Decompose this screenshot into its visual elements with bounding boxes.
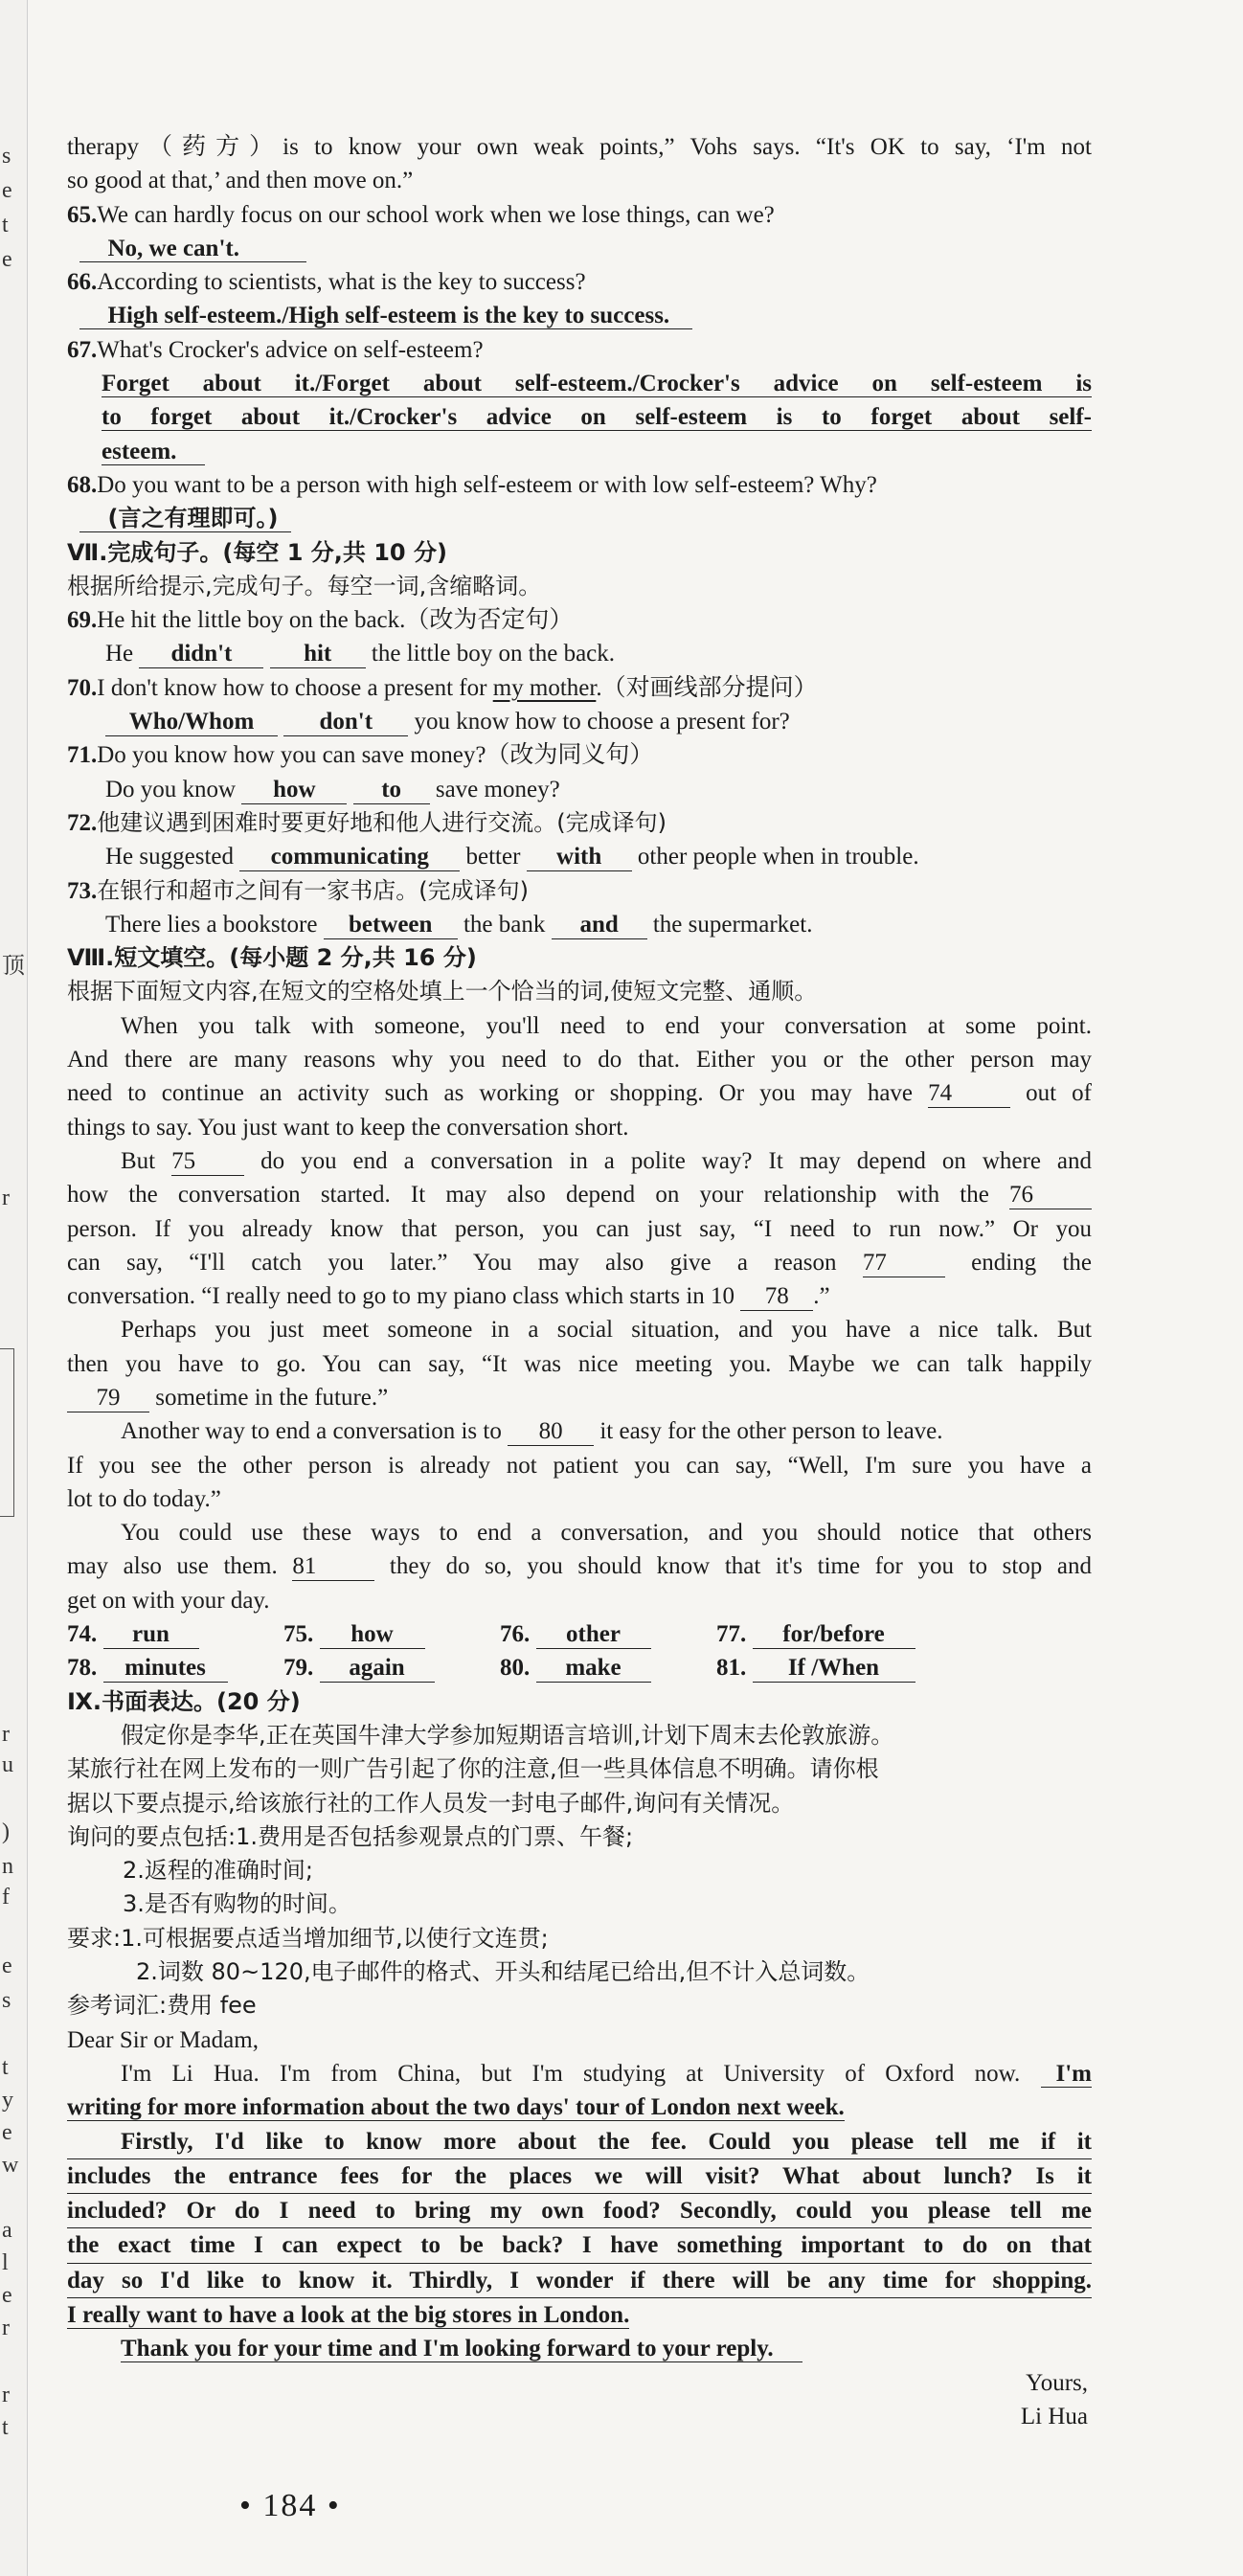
answer-blank: hit — [270, 641, 366, 668]
text-segment: need to continue an activity such as working or shopping. Or you may have — [67, 1080, 914, 1107]
gutter-char: e — [2, 2283, 12, 2308]
gutter-char: f — [2, 1885, 10, 1909]
cloze-blank-77: 77 — [863, 1250, 945, 1277]
section-8-instructions: 根据下面短文内容,在短文的空格处填上一个恰当的词,使短文完整、通顺。 — [67, 978, 818, 1006]
answer-number: 76. — [500, 1621, 531, 1648]
passage-line — [67, 1076, 1092, 1110]
text-segment: There lies a bookstore — [105, 911, 318, 938]
passage-line — [67, 1414, 1092, 1448]
answer-71 — [67, 773, 1092, 806]
cloze-answer — [716, 1651, 933, 1684]
binding-gutter — [0, 0, 28, 2576]
email-signature: Li Hua — [1020, 2403, 1088, 2429]
question-67 — [67, 333, 1092, 367]
question-text: .（对画线部分提问） — [596, 674, 818, 701]
text-segment: how the conversation started. It may also depend on your relationship with the — [67, 1182, 989, 1209]
text-segment: Do you know — [105, 776, 237, 802]
passage-line: person. If you already know that person, you can just say, “I need to run now.” Or you — [67, 1215, 1092, 1242]
passage-line — [67, 1381, 1092, 1414]
answer-value: make — [536, 1655, 651, 1683]
answer-number: 74. — [67, 1621, 98, 1648]
passage-line: You could use these ways to end a conversation, and you should notice that others — [121, 1520, 1092, 1547]
cloze-blank-80: 80 — [508, 1418, 594, 1446]
answer-66 — [67, 299, 1092, 332]
answer-69 — [67, 637, 1092, 670]
cloze-blank-76: 76 — [1009, 1182, 1092, 1209]
gutter-frame — [0, 1348, 14, 1517]
text-segment: conversation. “I really need to go to my piano class which starts in 10 — [67, 1283, 735, 1310]
answer-number: 79. — [283, 1655, 314, 1682]
answer-68 — [67, 502, 1092, 535]
answer-text: Thank you for your time and I'm looking forward to your reply. — [121, 2336, 802, 2362]
passage-line: lot to do today.” — [67, 1485, 221, 1512]
text-segment: ending the — [971, 1249, 1093, 1276]
answer-67-line — [67, 367, 1092, 400]
question-text: Do you know how you can save money?（改为同义句） — [97, 742, 654, 769]
text-segment: you know how to choose a present for? — [414, 709, 790, 735]
question-text: Do you want to be a person with high self-esteem or with low self-esteem? Why? — [97, 471, 877, 498]
gutter-char: s — [2, 144, 11, 169]
text-segment: .” — [813, 1283, 830, 1310]
answer-value: run — [103, 1621, 199, 1649]
answer-67-line — [67, 400, 1092, 434]
question-text: What's Crocker's advice on self-esteem? — [97, 336, 484, 363]
text-segment: He — [105, 641, 134, 667]
gutter-char: a — [2, 2218, 12, 2243]
email-closing: Yours, — [1026, 2369, 1088, 2396]
question-text: 他建议遇到困难时要更好地和他人进行交流。(完成译句) — [97, 808, 667, 836]
passage-line — [67, 1549, 1092, 1583]
email-line — [67, 2332, 1092, 2365]
writing-prompt-line: 2.词数 80~120,电子邮件的格式、开头和结尾已给出,但不计入总词数。 — [136, 1958, 870, 1986]
question-text: I don't know how to choose a present for — [97, 674, 487, 701]
gutter-char: t — [2, 2415, 9, 2440]
question-text: He hit the little boy on the back.（改为否定句） — [97, 607, 574, 634]
passage-line: And there are many reasons why you need to do that. Either you or the other person may — [67, 1047, 1092, 1073]
writing-prompt-line: 假定你是李华,正在英国牛津大学参加短期语言培训,计划下周末去伦敦旅游。 — [121, 1721, 894, 1749]
writing-prompt-line: 某旅行社在网上发布的一则广告引起了你的注意,但一些具体信息不明确。请你根 — [67, 1755, 879, 1783]
answer-blank: to — [353, 777, 430, 804]
writing-prompt-line: 参考词汇:费用 fee — [67, 1992, 257, 2020]
answer-67-line — [67, 435, 1092, 468]
cloze-blank-81: 81 — [292, 1553, 374, 1581]
cloze-blank-79: 79 — [67, 1385, 149, 1412]
email-line: included? Or do I need to bring my own food? Secondly, could you please tell me — [67, 2194, 1092, 2228]
question-number: 72. — [67, 809, 98, 836]
question-number: 66. — [67, 269, 98, 296]
answer-blank: between — [324, 912, 458, 939]
gutter-char: ) — [2, 1819, 10, 1844]
gutter-char: t — [2, 2055, 9, 2080]
gutter-char: w — [2, 2153, 19, 2178]
answer-value: If /When — [753, 1655, 915, 1683]
text-segment: But — [121, 1147, 156, 1174]
gutter-char: r — [2, 1722, 10, 1747]
email-line: day so I'd like to know it. Thirdly, I wonder if there will be any time for shopping. — [67, 2264, 1092, 2298]
cloze-answer — [500, 1651, 716, 1684]
gutter-char: r — [2, 1186, 10, 1210]
underlined-phrase: my mother — [492, 674, 597, 701]
text-segment: other people when in trouble. — [637, 844, 919, 870]
passage-line — [67, 1178, 1092, 1211]
question-number: 69. — [67, 607, 98, 634]
answer-73 — [67, 908, 1092, 941]
writing-prompt-line: 要求:1.可根据要点适当增加细节,以使行文连贯; — [67, 1924, 549, 1952]
question-71 — [67, 738, 1092, 772]
text-segment: the little boy on the back. — [371, 641, 616, 667]
gutter-char: s — [2, 1988, 11, 2013]
gutter-char: u — [2, 1752, 13, 1777]
text-segment: do you end a conversation in a polite way? It may depend on where and — [260, 1147, 1093, 1174]
question-65 — [67, 198, 1092, 232]
gutter-char: t — [2, 213, 9, 237]
answer-blank: don't — [283, 709, 408, 736]
answer-number: 77. — [716, 1621, 747, 1648]
gutter-char: e — [2, 247, 12, 272]
gutter-char: l — [2, 2250, 9, 2275]
passage-line: If you see the other person is already not patient you can say, “Well, I'm sure you have a — [67, 1452, 1092, 1479]
gutter-char: e — [2, 178, 12, 203]
passage-line: get on with your day. — [67, 1587, 270, 1614]
question-70 — [67, 671, 1092, 705]
answer-value: again — [320, 1655, 435, 1683]
passage-line: Perhaps you just meet someone in a social situation, and you have a nice talk. But — [121, 1317, 1092, 1344]
cloze-answer — [67, 1617, 283, 1651]
email-line: Firstly, I'd like to know more about the fee. Could you please tell me if it — [67, 2125, 1092, 2159]
answer-number: 81. — [716, 1655, 747, 1682]
email-line: the exact time I can expect to be back? I have something important to do on that — [67, 2228, 1092, 2263]
writing-prompt-line: 询问的要点包括:1.费用是否包括参观景点的门票、午餐; — [67, 1822, 634, 1850]
answer-value: how — [320, 1621, 425, 1649]
text-segment: He suggested — [105, 844, 234, 870]
question-number: 71. — [67, 742, 98, 769]
gutter-char: r — [2, 2316, 10, 2340]
cloze-answer — [283, 1617, 500, 1651]
answer-blank: with — [527, 844, 632, 871]
answer-number: 75. — [283, 1621, 314, 1648]
text-line: therapy（药方）is to know your own weak points,” Vohs says. “It's OK to say, ‘I'm not — [67, 134, 1092, 160]
text-segment: better — [465, 844, 521, 870]
section-7-instructions: 根据所给提示,完成句子。每空一词,含缩略词。 — [67, 572, 542, 599]
answer-number: 80. — [500, 1655, 531, 1682]
passage-line — [67, 1246, 1092, 1279]
question-68 — [67, 468, 1092, 502]
answer-72 — [67, 840, 1092, 873]
answer-text: No, we can't. — [79, 236, 306, 262]
answer-text: esteem. — [102, 439, 205, 465]
gutter-char: e — [2, 2120, 12, 2145]
text-segment: may also use them. — [67, 1553, 278, 1580]
text-segment: I'm Li Hua. I'm from China, but I'm studying at University of Oxford now. — [121, 2060, 1021, 2087]
question-number: 65. — [67, 201, 98, 228]
passage-line: things to say. You just want to keep the conversation short. — [67, 1114, 629, 1141]
email-line — [67, 2090, 1092, 2124]
question-69 — [67, 603, 1092, 637]
cloze-blank-74: 74 — [928, 1080, 1010, 1108]
writing-prompt-line: 3.是否有购物的时间。 — [123, 1890, 351, 1918]
answer-text: Forget about it./Forget about self-esteem./Crocker's advice on self-esteem is — [102, 371, 1092, 397]
question-number: 70. — [67, 674, 98, 701]
section-7-title: Ⅶ.完成句子。(每空 1 分,共 10 分) — [67, 538, 447, 566]
cloze-answer — [500, 1617, 716, 1651]
cloze-blank-75: 75 — [171, 1148, 244, 1176]
page-content — [67, 130, 1092, 2433]
cloze-blank-78: 78 — [740, 1283, 813, 1311]
section-9-title: Ⅸ.书面表达。(20 分) — [67, 1687, 301, 1715]
answer-value: minutes — [103, 1655, 228, 1683]
question-text: According to scientists, what is the key to success? — [97, 269, 586, 296]
answer-blank: communicating — [239, 844, 460, 871]
cloze-answers — [67, 1617, 1092, 1685]
answer-text: (言之有理即可。) — [79, 505, 292, 532]
answer-blank: Who/Whom — [105, 709, 278, 736]
question-number: 67. — [67, 336, 98, 363]
text-segment: can say, “I'll catch you later.” You may also give a reason — [67, 1249, 837, 1276]
page-number: • 184 • — [239, 2488, 341, 2523]
answer-65 — [67, 232, 1092, 265]
cloze-answer — [716, 1617, 933, 1651]
text-segment: the supermarket. — [652, 911, 813, 938]
email-greeting: Dear Sir or Madam, — [67, 2026, 259, 2053]
passage-line — [67, 1144, 1092, 1178]
section-8-title: Ⅷ.短文填空。(每小题 2 分,共 16 分) — [67, 944, 477, 972]
answer-70 — [67, 705, 1092, 738]
question-text: 在银行和超市之间有一家书店。(完成译句) — [97, 876, 529, 904]
question-66 — [67, 265, 1092, 299]
question-number: 73. — [67, 877, 98, 904]
writing-prompt-line: 2.返程的准确时间; — [123, 1857, 313, 1885]
answer-text: High self-esteem./High self-esteem is the key to success. — [79, 303, 693, 329]
text-segment: save money? — [435, 776, 560, 802]
answer-text: I really want to have a look at the big stores in London. — [67, 2302, 630, 2328]
text-segment: sometime in the future.” — [155, 1384, 389, 1411]
answer-text: to forget about it./Crocker's advice on self-esteem is to forget about self- — [102, 404, 1092, 431]
gutter-char: 顶 — [2, 954, 25, 979]
gutter-char: r — [2, 2383, 10, 2407]
cloze-answer — [67, 1651, 283, 1684]
question-72 — [67, 806, 1092, 840]
gutter-char: e — [2, 1954, 12, 1978]
passage-line: When you talk with someone, you'll need to end your conversation at some point. — [121, 1012, 1092, 1039]
answer-blank: didn't — [139, 641, 263, 668]
email-line: includes the entrance fees for the places we will visit? What about lunch? Is it — [67, 2159, 1092, 2194]
cloze-answer — [283, 1651, 500, 1684]
question-text: We can hardly focus on our school work when we lose things, can we? — [97, 201, 775, 228]
passage-line: then you have to go. You can say, “It was nice meeting you. Maybe we can talk happily — [67, 1350, 1092, 1377]
writing-prompt-line: 据以下要点提示,给该旅行社的工作人员发一封电子邮件,询问有关情况。 — [67, 1789, 795, 1817]
answer-text: I'm — [1041, 2061, 1093, 2088]
text-segment: Another way to end a conversation is to — [121, 1418, 502, 1445]
gutter-char: y — [2, 2088, 13, 2113]
answer-text: writing for more information about the two days' tour of London next week. — [67, 2094, 845, 2121]
text-segment: they do so, you should know that it's time for you to stop and — [389, 1553, 1092, 1580]
question-73 — [67, 874, 1092, 908]
answer-number: 78. — [67, 1655, 98, 1682]
gutter-char: n — [2, 1854, 13, 1879]
question-number: 68. — [67, 471, 98, 498]
passage-line — [67, 1279, 1092, 1313]
email-line — [67, 2298, 1092, 2332]
answer-value: for/before — [753, 1621, 915, 1649]
answer-value: other — [536, 1621, 651, 1649]
answer-blank: and — [552, 912, 647, 939]
email-line — [67, 2057, 1092, 2090]
text-line: so good at that,’ and then move on.” — [67, 168, 414, 194]
text-segment: it easy for the other person to leave. — [599, 1418, 943, 1445]
text-segment: the bank — [463, 911, 546, 938]
answer-blank: how — [241, 777, 347, 804]
text-segment: out of — [1026, 1080, 1093, 1107]
